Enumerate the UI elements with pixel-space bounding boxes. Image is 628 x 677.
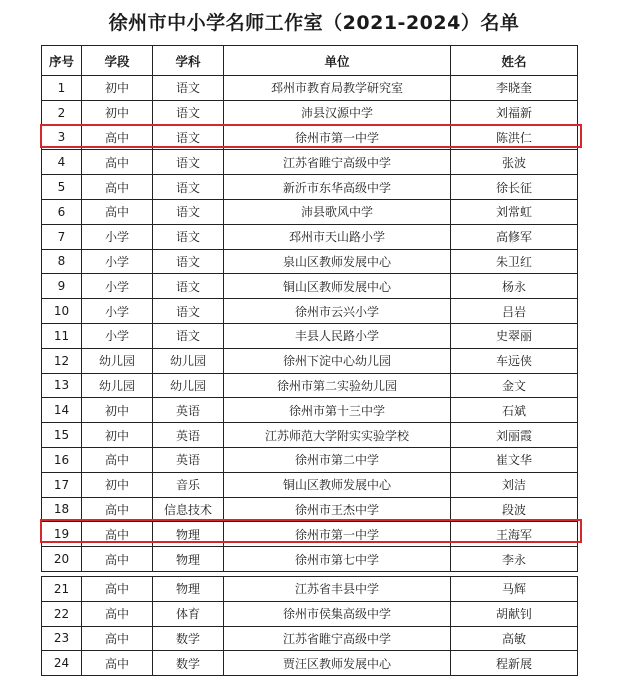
table-row — [42, 274, 578, 299]
cell-name: 李永 — [451, 547, 578, 572]
cell-subject: 幼儿园 — [153, 348, 224, 373]
table-row — [42, 398, 578, 423]
cell-name: 崔文华 — [451, 447, 578, 472]
cell-level: 高中 — [82, 150, 153, 175]
header-name: 姓名 — [451, 46, 578, 76]
cell-subject: 幼儿园 — [153, 373, 224, 398]
cell-index: 17 — [42, 472, 82, 497]
table-row — [42, 199, 578, 224]
cell-level: 幼儿园 — [82, 373, 153, 398]
cell-index: 21 — [42, 577, 82, 602]
cell-name: 张波 — [451, 150, 578, 175]
cell-unit: 徐州市侯集高级中学 — [224, 601, 451, 626]
cell-level: 小学 — [82, 249, 153, 274]
cell-subject: 物理 — [153, 577, 224, 602]
cell-index: 4 — [42, 150, 82, 175]
cell-name: 朱卫红 — [451, 249, 578, 274]
table-row — [42, 522, 578, 547]
cell-subject: 体育 — [153, 601, 224, 626]
roster-table — [41, 45, 578, 572]
cell-unit: 徐州市云兴小学 — [224, 299, 451, 324]
cell-level: 初中 — [82, 100, 153, 125]
table-row — [42, 76, 578, 101]
cell-subject: 语文 — [153, 299, 224, 324]
table-row — [42, 373, 578, 398]
cell-name: 高敏 — [451, 626, 578, 651]
cell-subject: 数学 — [153, 626, 224, 651]
header-unit: 单位 — [224, 46, 451, 76]
table-row — [42, 125, 578, 150]
cell-unit: 徐州市第一中学 — [224, 125, 451, 150]
cell-unit: 沛县歌风中学 — [224, 199, 451, 224]
cell-level: 高中 — [82, 125, 153, 150]
table-row — [42, 547, 578, 572]
cell-index: 9 — [42, 274, 82, 299]
table-row — [42, 175, 578, 200]
cell-unit: 徐州市第七中学 — [224, 547, 451, 572]
cell-index: 14 — [42, 398, 82, 423]
cell-subject: 语文 — [153, 175, 224, 200]
cell-subject: 语文 — [153, 199, 224, 224]
table-row — [42, 472, 578, 497]
table-row — [42, 447, 578, 472]
cell-index: 3 — [42, 125, 82, 150]
cell-index: 18 — [42, 497, 82, 522]
cell-level: 高中 — [82, 651, 153, 676]
cell-index: 12 — [42, 348, 82, 373]
table-row — [42, 601, 578, 626]
cell-name: 徐长征 — [451, 175, 578, 200]
cell-level: 高中 — [82, 577, 153, 602]
cell-unit: 江苏省睢宁高级中学 — [224, 626, 451, 651]
cell-subject: 英语 — [153, 447, 224, 472]
cell-level: 高中 — [82, 175, 153, 200]
cell-index: 19 — [42, 522, 82, 547]
cell-unit: 徐州市第二实验幼儿园 — [224, 373, 451, 398]
cell-unit: 徐州市第二中学 — [224, 447, 451, 472]
cell-index: 11 — [42, 323, 82, 348]
cell-level: 高中 — [82, 601, 153, 626]
cell-unit: 江苏省睢宁高级中学 — [224, 150, 451, 175]
cell-name: 段波 — [451, 497, 578, 522]
cell-unit: 江苏师范大学附实实验学校 — [224, 423, 451, 448]
cell-unit: 徐州市王杰中学 — [224, 497, 451, 522]
cell-subject: 物理 — [153, 522, 224, 547]
cell-subject: 物理 — [153, 547, 224, 572]
cell-name: 金文 — [451, 373, 578, 398]
cell-level: 幼儿园 — [82, 348, 153, 373]
cell-name: 车远侠 — [451, 348, 578, 373]
cell-index: 2 — [42, 100, 82, 125]
cell-unit: 徐州下淀中心幼儿园 — [224, 348, 451, 373]
cell-subject: 语文 — [153, 274, 224, 299]
cell-index: 5 — [42, 175, 82, 200]
cell-index: 1 — [42, 76, 82, 101]
cell-index: 20 — [42, 547, 82, 572]
cell-level: 初中 — [82, 423, 153, 448]
header-index: 序号 — [42, 46, 82, 76]
cell-subject: 信息技术 — [153, 497, 224, 522]
cell-level: 高中 — [82, 522, 153, 547]
cell-name: 刘丽霞 — [451, 423, 578, 448]
cell-unit: 泉山区教师发展中心 — [224, 249, 451, 274]
cell-level: 高中 — [82, 199, 153, 224]
cell-index: 15 — [42, 423, 82, 448]
table-row — [42, 497, 578, 522]
cell-level: 初中 — [82, 398, 153, 423]
cell-subject: 语文 — [153, 100, 224, 125]
cell-name: 李晓奎 — [451, 76, 578, 101]
cell-level: 初中 — [82, 76, 153, 101]
cell-name: 史翠丽 — [451, 323, 578, 348]
cell-level: 小学 — [82, 323, 153, 348]
cell-unit: 徐州市第十三中学 — [224, 398, 451, 423]
cell-name: 石斌 — [451, 398, 578, 423]
cell-unit: 新沂市东华高级中学 — [224, 175, 451, 200]
cell-name: 程新展 — [451, 651, 578, 676]
cell-index: 6 — [42, 199, 82, 224]
cell-subject: 语文 — [153, 249, 224, 274]
cell-index: 10 — [42, 299, 82, 324]
cell-index: 22 — [42, 601, 82, 626]
header-subject: 学科 — [153, 46, 224, 76]
cell-index: 23 — [42, 626, 82, 651]
cell-subject: 数学 — [153, 651, 224, 676]
cell-unit: 徐州市第一中学 — [224, 522, 451, 547]
page-title: 徐州市中小学名师工作室（2021-2024）名单 — [108, 12, 520, 34]
cell-level: 小学 — [82, 299, 153, 324]
cell-name: 马辉 — [451, 577, 578, 602]
cell-unit: 铜山区教师发展中心 — [224, 472, 451, 497]
cell-name: 王海军 — [451, 522, 578, 547]
table-row — [42, 249, 578, 274]
table-row — [42, 423, 578, 448]
cell-unit: 江苏省丰县中学 — [224, 577, 451, 602]
table-row — [42, 150, 578, 175]
cell-unit: 沛县汉源中学 — [224, 100, 451, 125]
cell-subject: 语文 — [153, 76, 224, 101]
cell-name: 刘福新 — [451, 100, 578, 125]
header-level: 学段 — [82, 46, 153, 76]
cell-name: 陈洪仁 — [451, 125, 578, 150]
header-row — [42, 46, 578, 76]
table-row — [42, 651, 578, 676]
table-row — [42, 348, 578, 373]
cell-name: 吕岩 — [451, 299, 578, 324]
table-row — [42, 299, 578, 324]
cell-index: 8 — [42, 249, 82, 274]
cell-level: 高中 — [82, 447, 153, 472]
table-row — [42, 577, 578, 602]
cell-subject: 语文 — [153, 323, 224, 348]
cell-level: 初中 — [82, 472, 153, 497]
cell-subject: 语文 — [153, 125, 224, 150]
table-row — [42, 100, 578, 125]
cell-unit: 丰县人民路小学 — [224, 323, 451, 348]
cell-level: 高中 — [82, 547, 153, 572]
cell-subject: 语文 — [153, 224, 224, 249]
cell-index: 16 — [42, 447, 82, 472]
cell-unit: 邳州市教育局教学研究室 — [224, 76, 451, 101]
table-row — [42, 224, 578, 249]
cell-index: 7 — [42, 224, 82, 249]
table-row — [42, 626, 578, 651]
cell-name: 刘洁 — [451, 472, 578, 497]
cell-name: 杨永 — [451, 274, 578, 299]
cell-level: 小学 — [82, 274, 153, 299]
cell-subject: 音乐 — [153, 472, 224, 497]
cell-unit: 贾汪区教师发展中心 — [224, 651, 451, 676]
cell-subject: 语文 — [153, 150, 224, 175]
cell-name: 高修军 — [451, 224, 578, 249]
cell-unit: 铜山区教师发展中心 — [224, 274, 451, 299]
cell-index: 13 — [42, 373, 82, 398]
cell-level: 小学 — [82, 224, 153, 249]
cell-level: 高中 — [82, 626, 153, 651]
table-row — [42, 323, 578, 348]
cell-unit: 邳州市天山路小学 — [224, 224, 451, 249]
cell-name: 刘常虹 — [451, 199, 578, 224]
roster-table-continued — [41, 576, 578, 676]
cell-subject: 英语 — [153, 423, 224, 448]
cell-name: 胡献钊 — [451, 601, 578, 626]
cell-index: 24 — [42, 651, 82, 676]
cell-level: 高中 — [82, 497, 153, 522]
cell-subject: 英语 — [153, 398, 224, 423]
